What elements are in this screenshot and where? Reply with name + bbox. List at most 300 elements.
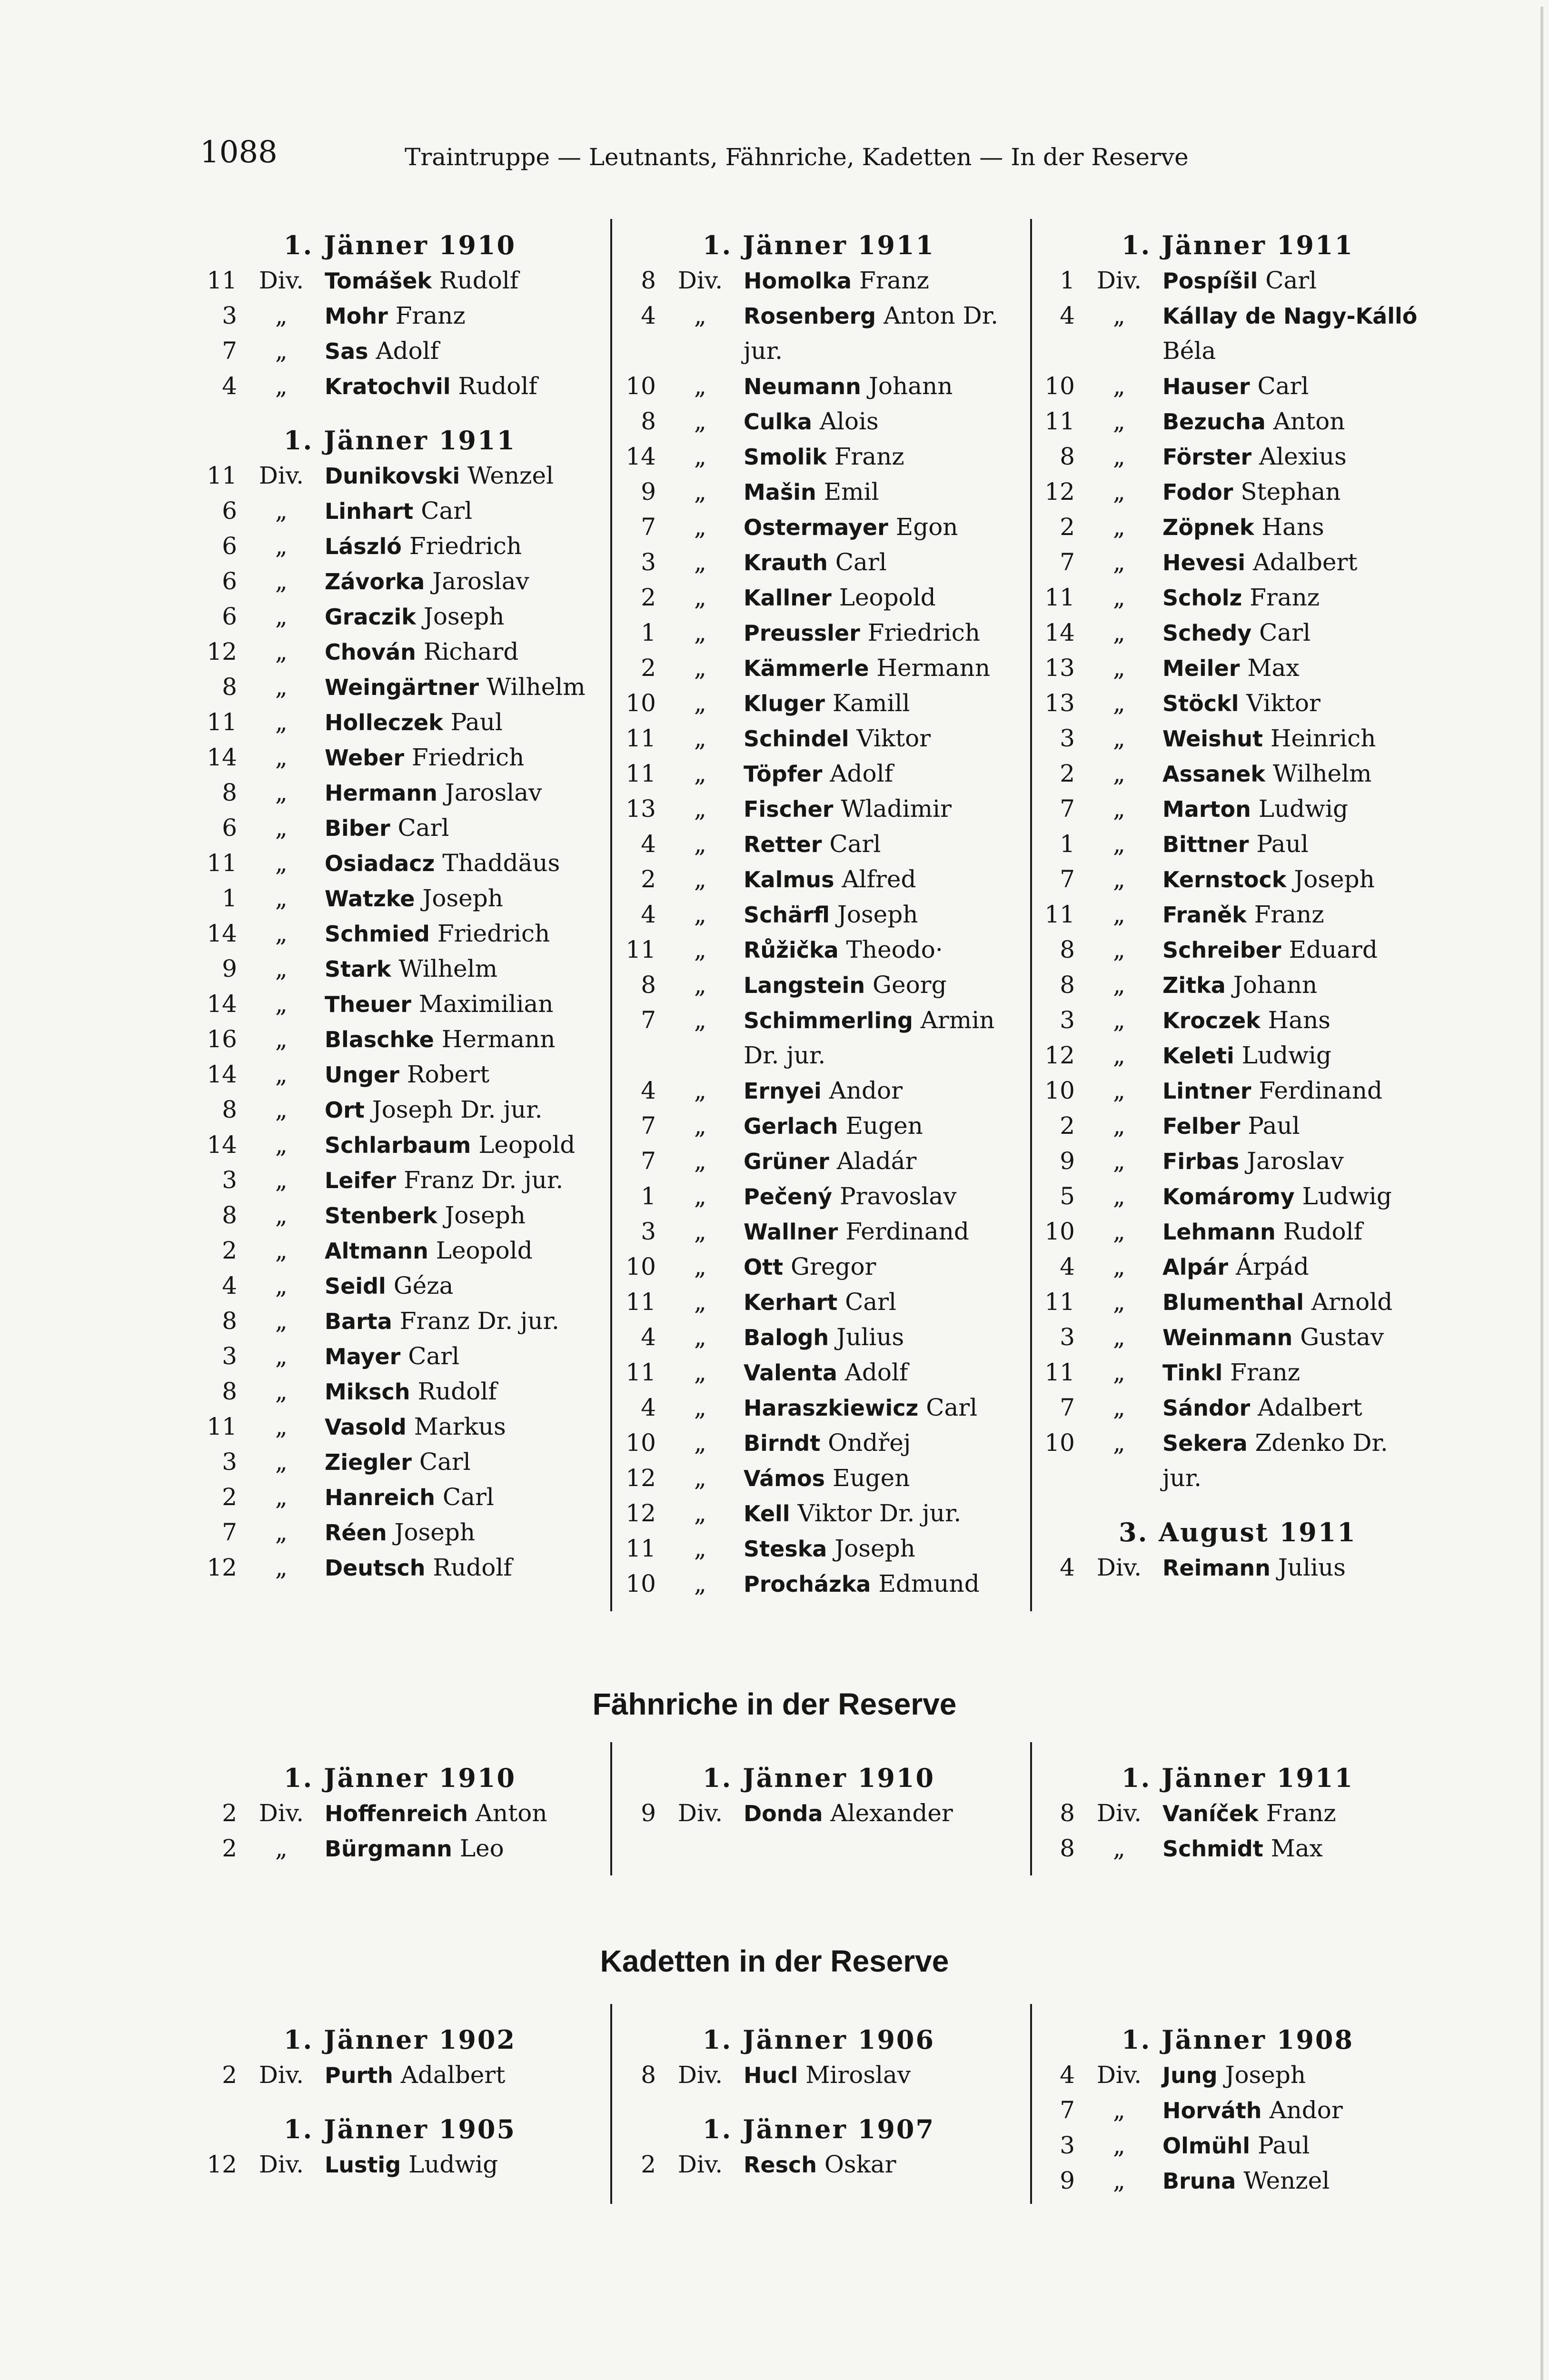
list-item [200,1127,600,1162]
person-name [325,298,466,334]
list-item [200,845,600,881]
person-name [325,740,524,775]
surname: Retter [744,832,822,857]
list-item [1038,685,1438,721]
division-label: „ [694,548,706,576]
division-number: 2 [222,1483,237,1511]
list-item [619,1355,1019,1390]
list-item [1038,897,1438,932]
division-number: 4 [641,901,656,928]
list-item [619,1531,1019,1566]
list-item [619,1214,1019,1249]
surname: Schedy [1162,620,1252,646]
division-number: 9 [1060,1147,1075,1175]
surname: Jung [1162,2063,1218,2088]
person-name [325,1303,559,1339]
division-label: „ [275,955,288,982]
division-label: „ [1113,1253,1125,1280]
division-number: 16 [207,1025,237,1053]
given-name: Oskar [824,2151,896,2178]
division-label: „ [275,1061,288,1088]
list-item [619,368,1019,404]
list-item [200,1831,600,1866]
division-number: 14 [1044,619,1075,646]
person-name [744,1073,903,1109]
list-item [200,564,600,599]
division-label: „ [275,1025,288,1053]
division-label: „ [1113,760,1125,787]
division-label: „ [1113,372,1125,400]
list-item [200,951,600,986]
given-name: Carl [845,1288,897,1316]
given-name: Theodo· [846,936,943,963]
list-item [1038,368,1438,404]
surname: Kerhart [744,1289,838,1315]
leutnants-column-2 [619,224,1019,1601]
person-name [744,615,980,651]
division-label: „ [1113,1112,1125,1140]
list-item [619,1795,1019,1831]
division-number: 4 [1060,302,1075,329]
given-name: Thaddäus [442,849,560,877]
division-number: 10 [1044,1218,1075,1245]
division-label: „ [694,760,706,787]
division-label: „ [1113,901,1125,928]
person-name [325,564,529,599]
division-label: „ [275,1835,288,1862]
person-name [744,1284,896,1320]
division-number: 2 [222,2061,237,2089]
list-item [619,263,1019,298]
person-name [1162,650,1300,686]
surname: Bruna [1162,2168,1236,2194]
division-number: 8 [1060,971,1075,999]
person-name [325,493,472,529]
given-name: Ludwig [1241,1041,1331,1069]
division-label: „ [1113,2167,1125,2194]
division-number: 6 [222,567,237,595]
list-item [619,1496,1019,1531]
division-number: 8 [641,407,656,435]
division-label: „ [1113,1835,1125,1862]
person-name [744,1179,956,1214]
given-name: Max [1271,1835,1323,1862]
division-number: 13 [1044,689,1075,717]
person-name [1162,404,1345,439]
division-number: 1 [222,884,237,912]
surname: Kluger [744,691,825,716]
date-heading: 3. August 1911 [1119,1517,1357,1547]
surname: Valenta [744,1360,837,1386]
given-name: Leopold [436,1237,533,1264]
list-item [200,704,600,740]
given-name: Robert [407,1061,490,1088]
surname: Schlarbaum [325,1132,471,1158]
surname: Assanek [1162,761,1265,787]
surname: Reimann [1162,1555,1271,1581]
list-item [1038,826,1438,862]
person-name [744,509,958,545]
list-item [1038,1284,1438,1319]
division-label: „ [275,567,288,595]
given-name: Franz Dr. jur. [404,1166,564,1194]
division-number: 11 [1044,901,1075,928]
date-heading: 1. Jänner 1910 [702,1763,935,1793]
person-name [325,1198,526,1233]
column-divider [610,219,612,1611]
given-name: Franz [395,302,466,329]
person-name [744,1002,994,1038]
given-name: Viktor [856,724,931,752]
surname: Altmann [325,1238,428,1264]
person-name [1162,756,1372,792]
division-number: 2 [222,1237,237,1264]
surname: Réen [325,1520,387,1546]
list-item [619,439,1019,474]
given-name: Friedrich [437,920,550,947]
division-number: 2 [222,1799,237,1827]
person-name [1162,1831,1323,1866]
division-number: 4 [1060,1554,1075,1581]
surname: Langstein [744,972,865,998]
list-item [200,298,600,333]
person-name [1162,509,1324,545]
division-label: „ [275,814,288,842]
given-name: Carl [835,548,887,576]
page-number: 1088 [200,135,278,170]
list-item [1038,862,1438,897]
person-name [1162,1390,1362,1426]
division-label: „ [694,407,706,435]
division-number: 1 [641,1182,656,1210]
surname: Olmühl [1162,2133,1251,2159]
list-item [619,580,1019,615]
surname: Holleczek [325,710,443,735]
faehnriche-column-3 [1038,1756,1438,1866]
person-name [325,1339,459,1374]
list-item [200,1550,600,1585]
division-label: „ [694,1359,706,1386]
division-number: 11 [1044,407,1075,435]
name-continuation: Dr. jur. [744,1041,826,1069]
division-number: 1 [1060,830,1075,858]
given-name: Andor [829,1077,903,1104]
division-number: 4 [222,1272,237,1299]
list-item [1038,1249,1438,1284]
person-name [744,897,918,932]
given-name: Paul [1257,2132,1310,2159]
given-name: Franz [859,267,929,294]
given-name: Hermann [876,654,991,682]
division-number: 7 [641,1006,656,1034]
surname: Donda [744,1801,823,1826]
surname: Graczik [325,604,416,630]
given-name: Ferdinand [1259,1077,1383,1104]
given-name: Eduard [1289,936,1378,963]
division-number: 14 [207,1131,237,1159]
list-item [619,650,1019,685]
division-label: „ [694,830,706,858]
surname: Birndt [744,1430,821,1456]
person-name [1162,1214,1362,1250]
person-name [1162,2092,1343,2128]
faehnriche-section-title: Fähnriche in der Reserve [592,1687,957,1721]
division-label: „ [694,1182,706,1210]
list-item [619,932,1019,967]
surname: Hauser [1162,374,1250,399]
given-name: Carl [1265,267,1317,294]
person-name [744,263,929,298]
division-label: Div. [258,462,304,489]
person-name [744,1460,910,1496]
division-label: „ [1113,1006,1125,1034]
list-item [200,1303,600,1339]
division-number: 10 [626,1570,656,1597]
person-name [1162,967,1317,1003]
division-number: 4 [641,1077,656,1104]
surname: Vaníček [1162,1801,1259,1826]
list-item [200,881,600,916]
division-label: „ [1113,2096,1125,2124]
division-number: 12 [626,1499,656,1527]
list-item [200,740,600,775]
person-name [1162,897,1324,932]
given-name: Wilhelm [398,955,498,982]
given-name: Gustav [1300,1323,1384,1351]
person-name [1162,721,1376,756]
division-number: 4 [641,1394,656,1421]
surname: Purth [325,2063,393,2088]
list-item [619,509,1019,545]
surname: Alpár [1162,1254,1229,1280]
division-number: 11 [1044,584,1075,611]
list-item [619,2057,1019,2092]
list-item [200,1444,600,1479]
division-number: 2 [641,584,656,611]
person-name [325,1374,497,1409]
surname: Watzke [325,886,415,912]
division-label: „ [694,901,706,928]
list-item [619,1390,1019,1425]
date-heading: 1. Jänner 1911 [702,230,935,260]
list-item [619,685,1019,721]
person-name [1162,545,1357,580]
list-item [200,1515,600,1550]
surname: Mašin [744,479,816,505]
list-item [619,1073,1019,1108]
division-label: „ [694,1253,706,1280]
surname: Ostermayer [744,515,888,540]
division-number: 7 [1060,865,1075,893]
list-item [200,1268,600,1303]
given-name: Maximilian [418,990,554,1018]
name-continuation: Béla [1162,337,1216,365]
division-label: „ [694,724,706,752]
division-label: „ [1113,1041,1125,1069]
division-number: 7 [641,1112,656,1140]
person-name [744,439,904,475]
given-name: Carl [419,1448,471,1476]
given-name: Leo [459,1835,504,1862]
person-name [744,298,998,334]
division-label: „ [1113,548,1125,576]
surname: Haraszkiewicz [744,1395,919,1421]
list-item [619,967,1019,1002]
division-number: 11 [626,1359,656,1386]
person-name [325,1092,542,1128]
given-name: Emil [824,478,879,506]
division-number: 12 [626,1464,656,1492]
given-name: Joseph [394,1518,476,1546]
division-label: „ [1113,865,1125,893]
list-item [200,1339,600,1374]
division-label: „ [275,497,288,525]
division-number: 7 [1060,795,1075,823]
person-name [1162,1073,1382,1109]
division-number: 4 [1060,1253,1075,1280]
given-name: Carl [442,1483,494,1511]
list-item [200,1233,600,1268]
surname: Wallner [744,1219,838,1245]
person-name [1162,263,1317,298]
list-item [1038,721,1438,756]
given-name: Joseph [837,901,918,928]
given-name: Wilhelm [487,673,586,701]
given-name: Richard [423,638,519,665]
division-number: 6 [222,532,237,560]
list-item [619,897,1019,932]
person-name [1162,1249,1309,1285]
surname: Schindel [744,726,849,752]
division-label: „ [1113,1359,1125,1386]
person-name [744,2147,896,2182]
given-name: Wenzel [467,462,554,489]
surname: Lintner [1162,1078,1251,1104]
division-label: „ [275,1413,288,1440]
leutnants-column-1 [200,224,600,1585]
person-name [1162,1550,1346,1586]
surname: Theuer [325,992,411,1017]
surname: Blumenthal [1162,1289,1304,1315]
division-label: Div. [258,2061,304,2089]
surname: Chován [325,639,416,665]
surname: Weingärtner [325,674,479,700]
division-number: 8 [222,1096,237,1123]
person-name [744,791,952,827]
list-item [619,298,1019,333]
given-name: Joseph Dr. jur. [372,1096,543,1123]
person-name [1162,298,1417,334]
surname: Felber [1162,1113,1241,1139]
surname: Blaschke [325,1027,434,1052]
surname: Osiadacz [325,851,435,876]
person-name [325,1515,475,1550]
list-item [1038,1179,1438,1214]
given-name: Alexander [830,1799,953,1827]
division-label: „ [275,920,288,947]
list-item [200,810,600,845]
person-name [325,1268,453,1304]
division-label: „ [1113,1147,1125,1175]
division-number: 7 [641,1147,656,1175]
division-number: 8 [222,779,237,806]
date-heading: 1. Jänner 1910 [283,1763,516,1793]
division-label: „ [694,689,706,717]
given-name: Leopold [478,1131,576,1159]
person-name [1162,1038,1331,1073]
division-number: 8 [222,1201,237,1229]
list-item [1038,756,1438,791]
division-label: „ [694,1499,706,1527]
division-number: 2 [1060,760,1075,787]
leutnants-column-3 [1038,224,1438,1585]
given-name: Carl [408,1342,460,1370]
surname: Schreiber [1162,937,1281,963]
division-number: 8 [222,1378,237,1405]
person-name [744,1496,961,1531]
given-name: Paul [1248,1112,1300,1140]
division-label: „ [694,654,706,682]
division-number: 2 [1060,1112,1075,1140]
column-divider [610,1742,612,1875]
given-name: Rudolf [458,372,537,400]
list-item [200,1162,600,1198]
division-label: „ [1113,936,1125,963]
division-label: „ [1113,407,1125,435]
list-item [619,545,1019,580]
surname: Hermann [325,780,437,806]
given-name: Ludwig [408,2151,498,2178]
division-number: 8 [1060,1835,1075,1862]
division-label: Div. [677,2061,723,2089]
surname: Růžička [744,937,839,963]
division-label: „ [275,302,288,329]
list-item [1038,615,1438,650]
person-name [1162,1284,1392,1320]
surname: Ziegler [325,1449,412,1475]
division-number: 3 [1060,724,1075,752]
given-name: Ludwig [1302,1182,1392,1210]
division-number: 9 [222,955,237,982]
surname: Miksch [325,1379,410,1405]
surname: Bittner [1162,832,1249,857]
division-label: Div. [258,267,304,294]
division-number: 10 [626,1429,656,1457]
surname: Keleti [1162,1043,1234,1069]
division-number: 7 [222,1518,237,1546]
person-name [1162,474,1340,510]
person-name [744,1143,916,1179]
list-item [619,826,1019,862]
given-name: Ludwig [1258,795,1348,823]
list-item [1038,1143,1438,1179]
given-name: Wilhelm [1272,760,1372,787]
surname: Barta [325,1309,392,1334]
person-name [1162,439,1347,475]
division-label: „ [1113,1182,1125,1210]
division-label: „ [275,744,288,771]
division-label: „ [275,1342,288,1370]
division-number: 6 [222,603,237,630]
list-item [1038,1108,1438,1143]
given-name: Leopold [839,584,936,611]
given-name: Adalbert [400,2061,506,2089]
list-item [1038,1795,1438,1831]
person-name [744,580,936,615]
given-name: Armin [920,1006,995,1034]
division-label: „ [1113,1323,1125,1351]
surname: Sas [325,338,368,364]
